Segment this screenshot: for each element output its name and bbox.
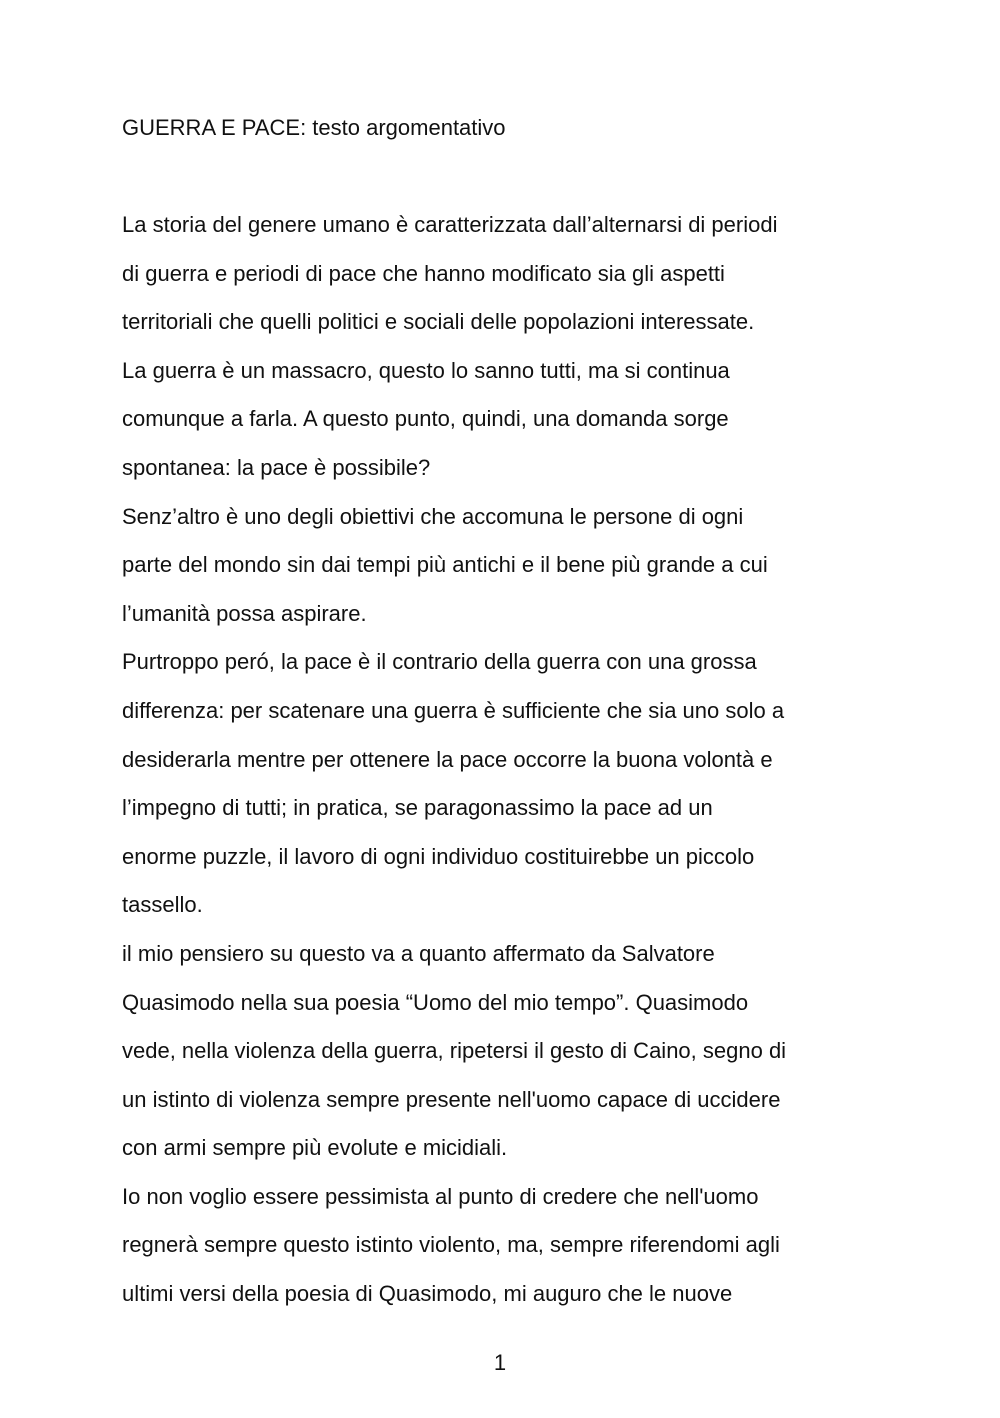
text-line: Io non voglio essere pessimista al punto di credere che nell'uomo (122, 1183, 759, 1209)
text-line: parte del mondo sin dai tempi più antichi e il bene più grande a cui (122, 552, 768, 578)
text-line: Senz’altro è uno degli obiettivi che accomuna le persone di ogni (122, 503, 744, 529)
text-line: di guerra e periodi di pace che hanno modificato sia gli aspetti (122, 260, 725, 286)
document-title: GUERRA E PACE: testo argomentativo (122, 115, 506, 140)
text-line: territoriali che quelli politici e sociali delle popolazioni interessate. (122, 309, 755, 335)
text-line: l’umanità possa aspirare. (122, 600, 367, 626)
text-line: Quasimodo nella sua poesia “Uomo del mio tempo”. Quasimodo (122, 989, 749, 1015)
text-line: differenza: per scatenare una guerra è sufficiente che sia uno solo a (122, 697, 785, 723)
text-line: con armi sempre più evolute e micidiali. (122, 1135, 508, 1161)
text-line: tassello. (122, 892, 203, 918)
text-line: il mio pensiero su questo va a quanto affermato da Salvatore (122, 940, 715, 966)
text-line: ultimi versi della poesia di Quasimodo, mi auguro che le nuove (122, 1281, 733, 1307)
page-number: 1 (493, 1350, 507, 1375)
text-line: regnerà sempre questo istinto violento, ma, sempre riferendomi agli (122, 1232, 780, 1258)
text-line: spontanea: la pace è possibile? (122, 454, 431, 480)
text-line: l’impegno di tutti; in pratica, se paragonassimo la pace ad un (122, 795, 713, 821)
text-line: desiderarla mentre per ottenere la pace occorre la buona volontà e (122, 746, 773, 772)
text-line: La storia del genere umano è caratterizzata dall’alternarsi di periodi (122, 212, 778, 237)
text-line: Purtroppo peró, la pace è il contrario della guerra con una grossa (122, 649, 757, 675)
text-line: comunque a farla. A questo punto, quindi, una domanda sorge (122, 406, 729, 432)
text-line: enorme puzzle, il lavoro di ogni individuo costituirebbe un piccolo (122, 843, 755, 869)
text-line: La guerra è un massacro, questo lo sanno tutti, ma si continua (122, 357, 730, 383)
document-body (122, 206, 892, 1324)
text-line: un istinto di violenza sempre presente nell'uomo capace di uccidere (122, 1086, 781, 1112)
text-line: vede, nella violenza della guerra, ripetersi il gesto di Caino, segno di (122, 1038, 787, 1064)
